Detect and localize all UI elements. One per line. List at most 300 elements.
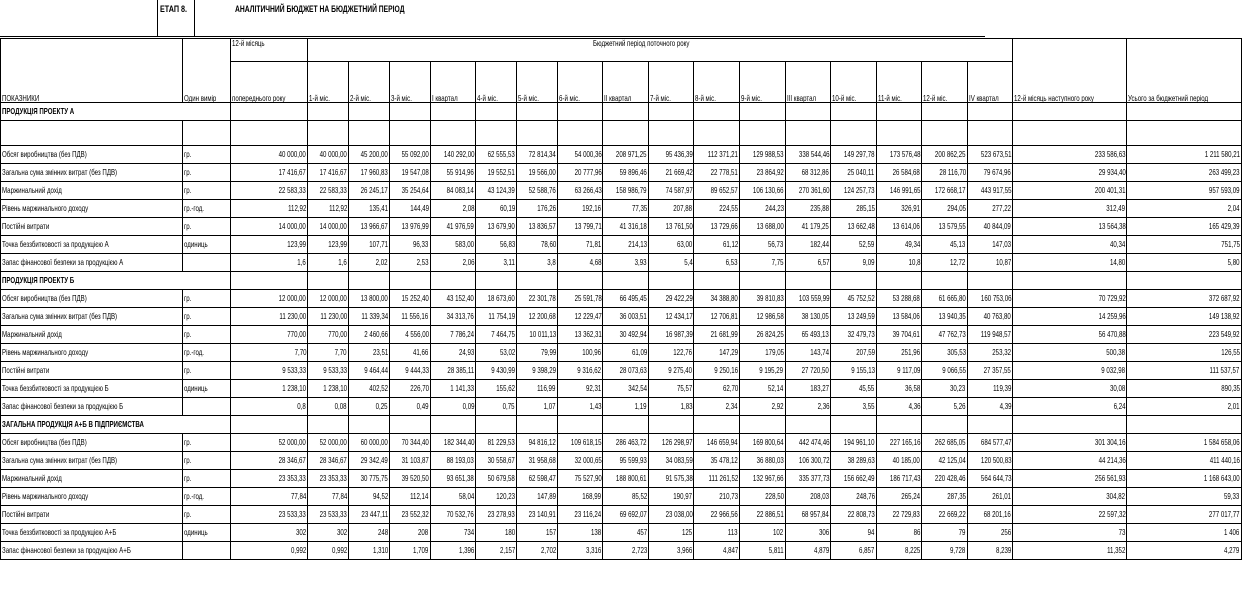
empty-cell[interactable] <box>182 121 230 146</box>
value-cell[interactable]: 9 464,44 <box>348 362 389 380</box>
value-cell[interactable]: 2 460,66 <box>348 326 389 344</box>
value-cell[interactable]: 3,93 <box>603 254 649 272</box>
empty-cell[interactable] <box>308 103 349 121</box>
value-cell[interactable]: 147,29 <box>694 344 740 362</box>
value-cell[interactable]: 22 778,51 <box>694 164 740 182</box>
value-cell[interactable]: 0,09 <box>430 398 476 416</box>
value-cell[interactable]: 182 344,40 <box>430 434 476 452</box>
value-cell[interactable]: 43 152,40 <box>430 290 476 308</box>
value-cell[interactable]: 65 493,13 <box>785 326 831 344</box>
value-cell[interactable]: 9 250,16 <box>694 362 740 380</box>
value-cell[interactable]: 335 377,73 <box>785 470 831 488</box>
value-cell[interactable]: 9 430,99 <box>476 362 517 380</box>
value-cell[interactable]: 168,99 <box>557 488 603 506</box>
empty-cell[interactable] <box>517 272 558 290</box>
value-cell[interactable]: 1 406 <box>1127 524 1241 542</box>
value-cell[interactable]: 45,55 <box>831 380 877 398</box>
value-cell[interactable]: 9 155,13 <box>831 362 877 380</box>
value-cell[interactable]: 52 588,76 <box>517 182 558 200</box>
row-unit[interactable]: гр. <box>182 506 230 524</box>
value-cell[interactable]: 13 564,38 <box>1013 218 1127 236</box>
empty-cell[interactable] <box>967 416 1013 434</box>
value-cell[interactable]: 224,55 <box>694 200 740 218</box>
value-cell[interactable]: 112,92 <box>308 200 349 218</box>
empty-cell[interactable] <box>389 416 430 434</box>
value-cell[interactable]: 143,74 <box>785 344 831 362</box>
header-month[interactable]: 1-й міс. <box>308 62 349 103</box>
row-unit[interactable]: одиниць <box>182 236 230 254</box>
value-cell[interactable]: 11 754,19 <box>476 308 517 326</box>
value-cell[interactable]: 116,99 <box>517 380 558 398</box>
value-cell[interactable]: 36,58 <box>876 380 922 398</box>
value-cell[interactable]: 372 687,92 <box>1127 290 1241 308</box>
value-cell[interactable]: 1,6 <box>308 254 349 272</box>
value-cell[interactable]: 89 652,57 <box>694 182 740 200</box>
row-unit[interactable]: гр. <box>182 308 230 326</box>
value-cell[interactable]: 156 662,49 <box>831 470 877 488</box>
empty-cell[interactable] <box>1127 272 1241 290</box>
value-cell[interactable]: 30 775,75 <box>348 470 389 488</box>
value-cell[interactable]: 302 <box>308 524 349 542</box>
value-cell[interactable]: 23 864,92 <box>740 164 786 182</box>
empty-cell[interactable] <box>831 272 877 290</box>
value-cell[interactable]: 8,225 <box>876 542 922 560</box>
value-cell[interactable]: 96,33 <box>389 236 430 254</box>
value-cell[interactable]: 18 673,60 <box>476 290 517 308</box>
empty-cell[interactable] <box>1013 121 1127 146</box>
value-cell[interactable]: 93 651,38 <box>430 470 476 488</box>
value-cell[interactable]: 443 917,55 <box>967 182 1013 200</box>
value-cell[interactable]: 14,80 <box>1013 254 1127 272</box>
row-label[interactable]: Обсяг виробництва (без ПДВ) <box>1 146 183 164</box>
empty-cell[interactable] <box>967 103 1013 121</box>
value-cell[interactable]: 11 339,34 <box>348 308 389 326</box>
empty-cell[interactable] <box>831 121 877 146</box>
value-cell[interactable]: 79 <box>922 524 968 542</box>
value-cell[interactable]: 1 211 580,21 <box>1127 146 1241 164</box>
value-cell[interactable]: 95 436,39 <box>648 146 694 164</box>
value-cell[interactable]: 223 549,92 <box>1127 326 1241 344</box>
value-cell[interactable]: 9 066,55 <box>922 362 968 380</box>
value-cell[interactable]: 770,00 <box>308 326 349 344</box>
empty-cell[interactable] <box>648 121 694 146</box>
value-cell[interactable]: 86 <box>876 524 922 542</box>
value-cell[interactable]: 890,35 <box>1127 380 1241 398</box>
value-cell[interactable]: 26 245,17 <box>348 182 389 200</box>
value-cell[interactable]: 68 312,86 <box>785 164 831 182</box>
value-cell[interactable]: 55 092,00 <box>389 146 430 164</box>
value-cell[interactable]: 30 558,67 <box>476 452 517 470</box>
value-cell[interactable]: 75 527,90 <box>557 470 603 488</box>
value-cell[interactable]: 13 679,90 <box>476 218 517 236</box>
value-cell[interactable]: 155,62 <box>476 380 517 398</box>
value-cell[interactable]: 22 301,78 <box>517 290 558 308</box>
value-cell[interactable]: 11 230,00 <box>230 308 307 326</box>
value-cell[interactable]: 23 447,11 <box>348 506 389 524</box>
value-cell[interactable]: 173 576,48 <box>876 146 922 164</box>
value-cell[interactable]: 251,96 <box>876 344 922 362</box>
row-label[interactable]: Постійні витрати <box>1 218 183 236</box>
value-cell[interactable]: 35 254,64 <box>389 182 430 200</box>
value-cell[interactable]: 23 140,91 <box>517 506 558 524</box>
value-cell[interactable]: 63 266,43 <box>557 182 603 200</box>
value-cell[interactable]: 2,01 <box>1127 398 1241 416</box>
value-cell[interactable]: 169 800,64 <box>740 434 786 452</box>
header-month[interactable]: 4-й міс. <box>476 62 517 103</box>
row-unit[interactable]: гр. <box>182 290 230 308</box>
row-unit[interactable]: гр.-год. <box>182 488 230 506</box>
value-cell[interactable]: 22 583,33 <box>230 182 307 200</box>
value-cell[interactable]: 9 533,33 <box>308 362 349 380</box>
value-cell[interactable]: 25 040,11 <box>831 164 877 182</box>
empty-cell[interactable] <box>967 121 1013 146</box>
value-cell[interactable]: 70 344,40 <box>389 434 430 452</box>
empty-cell[interactable] <box>557 272 603 290</box>
value-cell[interactable]: 7,75 <box>740 254 786 272</box>
value-cell[interactable]: 30,08 <box>1013 380 1127 398</box>
value-cell[interactable]: 40 000,00 <box>308 146 349 164</box>
row-label[interactable]: Запас фінансової безпеки за продукцією Б <box>1 398 183 416</box>
row-label[interactable]: Загальна сума змінних витрат (без ПДВ) <box>1 308 183 326</box>
value-cell[interactable]: 60,19 <box>476 200 517 218</box>
empty-cell[interactable] <box>694 416 740 434</box>
value-cell[interactable]: 305,53 <box>922 344 968 362</box>
value-cell[interactable]: 23 038,00 <box>648 506 694 524</box>
value-cell[interactable]: 3,8 <box>517 254 558 272</box>
value-cell[interactable]: 41,66 <box>389 344 430 362</box>
empty-cell[interactable] <box>476 416 517 434</box>
value-cell[interactable]: 40,34 <box>1013 236 1127 254</box>
value-cell[interactable]: 14 000,00 <box>308 218 349 236</box>
value-cell[interactable]: 29 422,29 <box>648 290 694 308</box>
value-cell[interactable]: 77,84 <box>308 488 349 506</box>
value-cell[interactable]: 52 000,00 <box>308 434 349 452</box>
value-cell[interactable]: 263 499,23 <box>1127 164 1241 182</box>
value-cell[interactable]: 235,88 <box>785 200 831 218</box>
empty-cell[interactable] <box>348 416 389 434</box>
value-cell[interactable]: 304,82 <box>1013 488 1127 506</box>
row-unit[interactable]: гр.-год. <box>182 344 230 362</box>
value-cell[interactable]: 19 566,00 <box>517 164 558 182</box>
value-cell[interactable]: 12 200,68 <box>517 308 558 326</box>
empty-cell[interactable] <box>308 272 349 290</box>
value-cell[interactable]: 312,49 <box>1013 200 1127 218</box>
empty-cell[interactable] <box>648 272 694 290</box>
value-cell[interactable]: 4,68 <box>557 254 603 272</box>
value-cell[interactable]: 9 117,09 <box>876 362 922 380</box>
value-cell[interactable]: 3,55 <box>831 398 877 416</box>
value-cell[interactable]: 72 814,34 <box>517 146 558 164</box>
empty-cell[interactable] <box>785 121 831 146</box>
value-cell[interactable]: 120,23 <box>476 488 517 506</box>
empty-cell[interactable] <box>603 103 649 121</box>
value-cell[interactable]: 165 429,39 <box>1127 218 1241 236</box>
value-cell[interactable]: 102 <box>740 524 786 542</box>
empty-cell[interactable] <box>740 103 786 121</box>
value-cell[interactable]: 40 763,80 <box>967 308 1013 326</box>
value-cell[interactable]: 70 729,92 <box>1013 290 1127 308</box>
value-cell[interactable]: 31 103,87 <box>389 452 430 470</box>
value-cell[interactable]: 192,16 <box>557 200 603 218</box>
value-cell[interactable]: 244,23 <box>740 200 786 218</box>
value-cell[interactable]: 2,36 <box>785 398 831 416</box>
value-cell[interactable]: 172 668,17 <box>922 182 968 200</box>
value-cell[interactable]: 85,52 <box>603 488 649 506</box>
header-budget-period[interactable]: Бюджетний період поточного року <box>308 39 1013 62</box>
value-cell[interactable]: 9 444,33 <box>389 362 430 380</box>
value-cell[interactable]: 2,04 <box>1127 200 1241 218</box>
empty-cell[interactable] <box>230 103 307 121</box>
empty-cell[interactable] <box>785 416 831 434</box>
empty-cell[interactable] <box>430 416 476 434</box>
value-cell[interactable]: 129 988,53 <box>740 146 786 164</box>
value-cell[interactable]: 17 960,83 <box>348 164 389 182</box>
value-cell[interactable]: 149 138,92 <box>1127 308 1241 326</box>
value-cell[interactable]: 13 729,66 <box>694 218 740 236</box>
value-cell[interactable]: 81 229,53 <box>476 434 517 452</box>
empty-cell[interactable] <box>603 121 649 146</box>
empty-cell[interactable] <box>740 416 786 434</box>
value-cell[interactable]: 132 967,66 <box>740 470 786 488</box>
value-cell[interactable]: 2,06 <box>430 254 476 272</box>
empty-cell[interactable] <box>308 121 349 146</box>
value-cell[interactable]: 194 961,10 <box>831 434 877 452</box>
value-cell[interactable]: 23 353,33 <box>308 470 349 488</box>
value-cell[interactable]: 180 <box>476 524 517 542</box>
value-cell[interactable]: 29 342,49 <box>348 452 389 470</box>
value-cell[interactable]: 1,07 <box>517 398 558 416</box>
value-cell[interactable]: 61 665,80 <box>922 290 968 308</box>
value-cell[interactable]: 9,728 <box>922 542 968 560</box>
value-cell[interactable]: 4 556,00 <box>389 326 430 344</box>
value-cell[interactable]: 40 844,09 <box>967 218 1013 236</box>
value-cell[interactable]: 15 252,40 <box>389 290 430 308</box>
value-cell[interactable]: 5,811 <box>740 542 786 560</box>
value-cell[interactable]: 30 492,94 <box>603 326 649 344</box>
empty-cell[interactable] <box>476 121 517 146</box>
header-month[interactable]: II квартал <box>603 62 649 103</box>
row-unit[interactable] <box>182 254 230 272</box>
value-cell[interactable]: 285,15 <box>831 200 877 218</box>
value-cell[interactable]: 2,53 <box>389 254 430 272</box>
value-cell[interactable]: 78,60 <box>517 236 558 254</box>
value-cell[interactable]: 9 398,29 <box>517 362 558 380</box>
value-cell[interactable]: 0,75 <box>476 398 517 416</box>
value-cell[interactable]: 119,39 <box>967 380 1013 398</box>
value-cell[interactable]: 26 824,25 <box>740 326 786 344</box>
header-month[interactable]: 8-й міс. <box>694 62 740 103</box>
value-cell[interactable]: 140 292,00 <box>430 146 476 164</box>
value-cell[interactable]: 411 440,16 <box>1127 452 1241 470</box>
value-cell[interactable]: 248,76 <box>831 488 877 506</box>
value-cell[interactable]: 40 000,00 <box>230 146 307 164</box>
empty-cell[interactable] <box>557 416 603 434</box>
header-first-group[interactable]: 12-й місяць <box>230 39 307 62</box>
value-cell[interactable]: 23 533,33 <box>230 506 307 524</box>
value-cell[interactable]: 157 <box>517 524 558 542</box>
value-cell[interactable]: 13 761,50 <box>648 218 694 236</box>
value-cell[interactable]: 182,44 <box>785 236 831 254</box>
value-cell[interactable]: 42 125,04 <box>922 452 968 470</box>
empty-cell[interactable] <box>648 416 694 434</box>
value-cell[interactable]: 256 561,93 <box>1013 470 1127 488</box>
value-cell[interactable]: 253,32 <box>967 344 1013 362</box>
empty-cell[interactable] <box>389 272 430 290</box>
value-cell[interactable]: 22 886,51 <box>740 506 786 524</box>
value-cell[interactable]: 183,27 <box>785 380 831 398</box>
value-cell[interactable]: 120 500,83 <box>967 452 1013 470</box>
value-cell[interactable]: 71,81 <box>557 236 603 254</box>
value-cell[interactable]: 147,89 <box>517 488 558 506</box>
value-cell[interactable]: 228,50 <box>740 488 786 506</box>
value-cell[interactable]: 265,24 <box>876 488 922 506</box>
empty-cell[interactable] <box>348 272 389 290</box>
value-cell[interactable]: 21 681,99 <box>694 326 740 344</box>
value-cell[interactable]: 79,99 <box>517 344 558 362</box>
row-label[interactable]: Загальна сума змінних витрат (без ПДВ) <box>1 164 183 182</box>
value-cell[interactable]: 7,70 <box>308 344 349 362</box>
value-cell[interactable]: 210,73 <box>694 488 740 506</box>
value-cell[interactable]: 13 362,31 <box>557 326 603 344</box>
value-cell[interactable]: 59,33 <box>1127 488 1241 506</box>
value-cell[interactable]: 5,80 <box>1127 254 1241 272</box>
value-cell[interactable]: 1 141,33 <box>430 380 476 398</box>
value-cell[interactable]: 106 300,72 <box>785 452 831 470</box>
value-cell[interactable]: 54 000,36 <box>557 146 603 164</box>
empty-cell[interactable] <box>1013 103 1127 121</box>
empty-cell[interactable] <box>648 103 694 121</box>
value-cell[interactable]: 176,26 <box>517 200 558 218</box>
value-cell[interactable]: 12 986,58 <box>740 308 786 326</box>
header-indicators[interactable]: ПОКАЗНИКИ <box>1 39 183 103</box>
value-cell[interactable]: 138 <box>557 524 603 542</box>
value-cell[interactable]: 12 000,00 <box>230 290 307 308</box>
value-cell[interactable]: 227 165,16 <box>876 434 922 452</box>
value-cell[interactable]: 84 083,14 <box>430 182 476 200</box>
value-cell[interactable]: 3,316 <box>557 542 603 560</box>
row-label[interactable]: Запас фінансової безпеки за продукцією А+Б <box>1 542 183 560</box>
value-cell[interactable]: 8,239 <box>967 542 1013 560</box>
row-label[interactable]: Точка беззбитковості за продукцією А <box>1 236 183 254</box>
value-cell[interactable]: 60 000,00 <box>348 434 389 452</box>
value-cell[interactable]: 111 261,52 <box>694 470 740 488</box>
value-cell[interactable]: 47 762,73 <box>922 326 968 344</box>
row-unit[interactable]: гр. <box>182 164 230 182</box>
value-cell[interactable]: 38 130,05 <box>785 308 831 326</box>
value-cell[interactable]: 208,03 <box>785 488 831 506</box>
value-cell[interactable]: 734 <box>430 524 476 542</box>
value-cell[interactable]: 27 720,50 <box>785 362 831 380</box>
empty-cell[interactable] <box>1013 272 1127 290</box>
value-cell[interactable]: 20 777,96 <box>557 164 603 182</box>
row-label[interactable]: Рівень маржинального доходу <box>1 344 183 362</box>
value-cell[interactable]: 7 464,75 <box>476 326 517 344</box>
row-label[interactable]: Точка беззбитковості за продукцією А+Б <box>1 524 183 542</box>
value-cell[interactable]: 25 591,78 <box>557 290 603 308</box>
value-cell[interactable]: 112 371,21 <box>694 146 740 164</box>
value-cell[interactable]: 79 674,96 <box>967 164 1013 182</box>
row-label[interactable]: Маржинальний дохід <box>1 182 183 200</box>
value-cell[interactable]: 226,70 <box>389 380 430 398</box>
value-cell[interactable]: 32 479,73 <box>831 326 877 344</box>
value-cell[interactable]: 12 229,47 <box>557 308 603 326</box>
value-cell[interactable]: 564 644,73 <box>967 470 1013 488</box>
value-cell[interactable]: 38 289,63 <box>831 452 877 470</box>
value-cell[interactable]: 124 257,73 <box>831 182 877 200</box>
empty-cell[interactable] <box>831 416 877 434</box>
value-cell[interactable]: 39 704,61 <box>876 326 922 344</box>
row-label[interactable]: Обсяг виробництва (без ПДВ) <box>1 290 183 308</box>
section-heading[interactable]: ЗАГАЛЬНА ПРОДУКЦІЯ А+Б В ПІДПРИЄМСТВА <box>1 416 231 434</box>
row-unit[interactable] <box>182 542 230 560</box>
value-cell[interactable]: 457 <box>603 524 649 542</box>
value-cell[interactable]: 1,396 <box>430 542 476 560</box>
value-cell[interactable]: 6,53 <box>694 254 740 272</box>
value-cell[interactable]: 10,8 <box>876 254 922 272</box>
empty-cell[interactable] <box>922 103 968 121</box>
empty-cell[interactable] <box>308 416 349 434</box>
value-cell[interactable]: 23,51 <box>348 344 389 362</box>
value-cell[interactable]: 13 579,55 <box>922 218 968 236</box>
section-heading[interactable]: ПРОДУКЦІЯ ПРОЕКТУ А <box>1 103 231 121</box>
row-label[interactable]: Маржинальний дохід <box>1 470 183 488</box>
value-cell[interactable]: 16 987,39 <box>648 326 694 344</box>
value-cell[interactable]: 13 249,59 <box>831 308 877 326</box>
value-cell[interactable]: 3,11 <box>476 254 517 272</box>
value-cell[interactable]: 207,59 <box>831 344 877 362</box>
value-cell[interactable]: 94 <box>831 524 877 542</box>
value-cell[interactable]: 1,43 <box>557 398 603 416</box>
value-cell[interactable]: 442 474,46 <box>785 434 831 452</box>
empty-cell[interactable] <box>876 416 922 434</box>
value-cell[interactable]: 45 752,52 <box>831 290 877 308</box>
value-cell[interactable]: 103 559,99 <box>785 290 831 308</box>
value-cell[interactable]: 306 <box>785 524 831 542</box>
empty-cell[interactable] <box>876 272 922 290</box>
value-cell[interactable]: 10 011,13 <box>517 326 558 344</box>
value-cell[interactable]: 56,83 <box>476 236 517 254</box>
row-label[interactable]: Постійні витрати <box>1 506 183 524</box>
value-cell[interactable]: 0,25 <box>348 398 389 416</box>
value-cell[interactable]: 1,709 <box>389 542 430 560</box>
value-cell[interactable]: 5,26 <box>922 398 968 416</box>
value-cell[interactable]: 68 957,84 <box>785 506 831 524</box>
value-cell[interactable]: 56,73 <box>740 236 786 254</box>
header-month[interactable]: 3-й міс. <box>389 62 430 103</box>
value-cell[interactable]: 52 000,00 <box>230 434 307 452</box>
value-cell[interactable]: 0,49 <box>389 398 430 416</box>
value-cell[interactable]: 11 556,16 <box>389 308 430 326</box>
header-month[interactable]: 9-й міс. <box>740 62 786 103</box>
value-cell[interactable]: 109 618,15 <box>557 434 603 452</box>
value-cell[interactable]: 9 316,62 <box>557 362 603 380</box>
value-cell[interactable]: 158 986,79 <box>603 182 649 200</box>
header-total[interactable]: Усього за бюджетний період <box>1127 39 1241 103</box>
value-cell[interactable]: 1 584 658,06 <box>1127 434 1241 452</box>
header-month[interactable]: 2-й міс. <box>348 62 389 103</box>
row-unit[interactable]: гр. <box>182 146 230 164</box>
value-cell[interactable]: 28 346,67 <box>230 452 307 470</box>
value-cell[interactable]: 135,41 <box>348 200 389 218</box>
value-cell[interactable]: 179,05 <box>740 344 786 362</box>
empty-cell[interactable] <box>476 103 517 121</box>
value-cell[interactable]: 62 598,47 <box>517 470 558 488</box>
value-cell[interactable]: 100,96 <box>557 344 603 362</box>
value-cell[interactable]: 270 361,60 <box>785 182 831 200</box>
value-cell[interactable]: 2,92 <box>740 398 786 416</box>
header-month[interactable]: 7-й міс. <box>648 62 694 103</box>
value-cell[interactable]: 4,39 <box>967 398 1013 416</box>
